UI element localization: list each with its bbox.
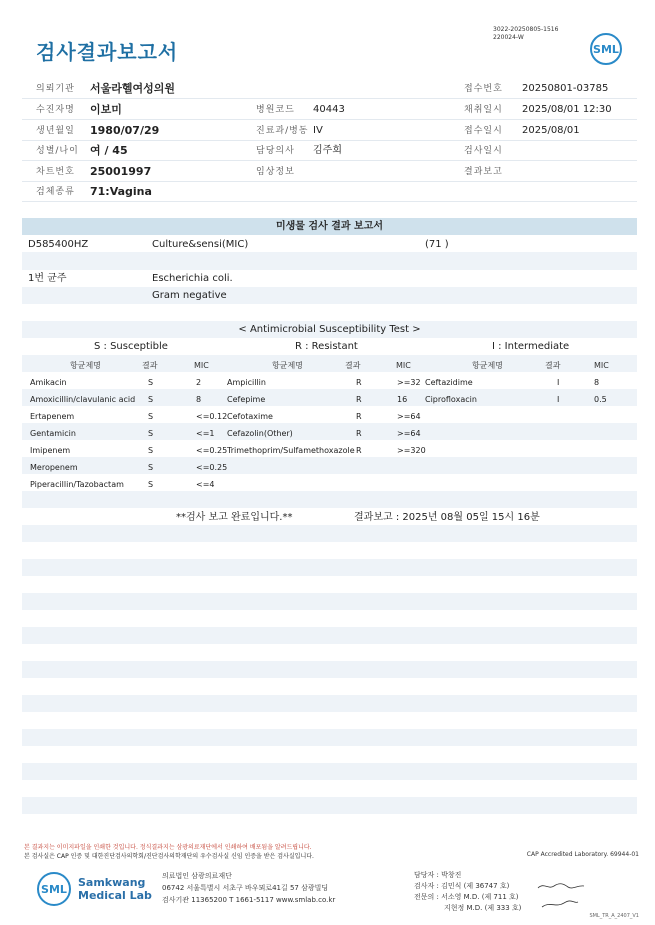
staff-list <box>414 870 521 914</box>
ast-drug-name: Piperacillin/Tazobactam <box>30 480 124 489</box>
ast-drug-name: Ciprofloxacin <box>425 395 477 404</box>
empty-band <box>22 559 637 576</box>
info-row <box>22 79 637 99</box>
ast-drug-name: Cefazolin(Other) <box>227 429 293 438</box>
ast-drug-name: Cefepime <box>227 395 266 404</box>
organism-name: Escherichia coli. <box>152 273 233 284</box>
ast-row-band <box>22 406 637 423</box>
ast-result: S <box>148 446 154 455</box>
blank-band <box>22 304 637 321</box>
ast-drug-name: Imipenem <box>30 446 71 455</box>
empty-band <box>22 729 637 746</box>
ast-result: R <box>356 412 362 421</box>
ast-header-mic: MIC <box>594 361 609 370</box>
cap-accreditation: CAP Accredited Laboratory. 69944-01 <box>526 851 639 858</box>
ast-title: < Antimicrobial Susceptibility Test > <box>238 324 421 335</box>
ast-result: I <box>557 378 560 387</box>
ast-mic: 2 <box>196 378 202 387</box>
info-label: 담당의사 <box>256 146 295 156</box>
info-row <box>22 162 637 182</box>
footer-notice-cap: 본 검사실은 CAP 인증 및 대한진단검사의학회/진단검사의학재단의 우수검사실 신임 인증을 받은 검사실입니다. <box>24 853 314 860</box>
empty-band <box>22 525 637 542</box>
ast-result: S <box>148 463 154 472</box>
micro-section-header <box>22 218 637 235</box>
blank-band <box>22 253 637 270</box>
ast-result: R <box>356 429 362 438</box>
brand-name <box>78 876 152 902</box>
ast-drug-name: Ceftazidime <box>425 378 473 387</box>
info-value: 1980/07/29 <box>90 124 160 137</box>
info-value: 김주희 <box>313 145 342 156</box>
info-label: 차트번호 <box>36 167 75 177</box>
legend-resistant: R : Resistant <box>295 341 358 352</box>
test-count: (71 ) <box>425 239 449 250</box>
ast-drug-name: Amoxicillin/clavulanic acid <box>30 395 136 404</box>
ast-drug-name: Gentamicin <box>30 429 76 438</box>
info-row <box>22 141 637 161</box>
completion-message: **검사 보고 완료입니다.** <box>176 512 293 523</box>
brand-line-1: Samkwang <box>78 876 146 889</box>
ast-mic: 8 <box>196 395 202 404</box>
empty-band <box>22 695 637 712</box>
ast-header-mic: MIC <box>194 361 209 370</box>
ast-result: S <box>148 378 154 387</box>
ast-drug-name: Cefotaxime <box>227 412 273 421</box>
ast-result: S <box>148 395 154 404</box>
staff-specialist-1: 전문의 : 서소영 M.D. (제 711 호) <box>414 893 519 901</box>
ast-mic: 16 <box>397 395 408 404</box>
empty-band <box>22 661 637 678</box>
ast-mic: >=64 <box>397 412 421 421</box>
info-value: 여 / 45 <box>90 144 128 157</box>
document-code-line-1: 3022-20250805-1516 <box>493 26 559 33</box>
info-label: 검사일시 <box>464 146 503 156</box>
footer-notice-image: 본 결과지는 이미지파일을 인쇄한 것입니다. 정식결과지는 삼광의료재단에서 인쇄하여 배포됨을 알려드립니다. <box>24 844 312 851</box>
form-code: SML_TR_A_2407_V1 <box>589 913 639 919</box>
ast-drug-name: Trimethoprim/Sulfamethoxazole <box>227 446 355 455</box>
staff-tester: 검사자 : 김민식 (제 36747 호) <box>414 882 510 890</box>
ast-mic: >=64 <box>397 429 421 438</box>
ast-row-band <box>22 372 637 389</box>
ast-mic: 8 <box>594 378 600 387</box>
organism-label: 1번 균주 <box>28 273 67 284</box>
ast-drug-name: Ertapenem <box>30 412 75 421</box>
gram-row <box>22 287 637 304</box>
ast-mic: >=320 <box>397 446 426 455</box>
info-label: 채취일시 <box>464 105 503 115</box>
ast-title-row <box>22 321 637 338</box>
test-row <box>22 236 637 253</box>
empty-band <box>22 627 637 644</box>
sml-logo: SML <box>590 33 622 65</box>
info-label: 병원코드 <box>256 105 295 115</box>
ast-drug-name: Meropenem <box>30 463 78 472</box>
micro-section-title: 미생물 검사 결과 보고서 <box>275 221 384 232</box>
ast-mic: >=32 <box>397 378 421 387</box>
staff-manager: 담당자 : 박창진 <box>414 871 462 879</box>
ast-mic: <=0.25 <box>196 446 228 455</box>
ast-result: R <box>356 446 362 455</box>
info-label: 접수일시 <box>464 126 503 136</box>
test-name: Culture&sensi(MIC) <box>152 239 249 250</box>
empty-band <box>22 593 637 610</box>
info-row <box>22 121 637 141</box>
gram-stain: Gram negative <box>152 290 227 301</box>
report-datetime: 결과보고 : 2025년 08월 05일 15시 16분 <box>354 512 540 523</box>
ast-header-drug: 항균제명 <box>70 361 101 370</box>
empty-band <box>22 763 637 780</box>
ast-mic: 0.5 <box>594 395 607 404</box>
ast-header-mic: MIC <box>396 361 411 370</box>
ast-drug-name: Ampicillin <box>227 378 266 387</box>
info-label: 접수번호 <box>464 84 503 94</box>
test-code: D585400HZ <box>28 239 89 250</box>
info-value: 2025/08/01 12:30 <box>522 104 612 115</box>
ast-drug-name: Amikacin <box>30 378 67 387</box>
organism-row <box>22 270 637 287</box>
ast-result: R <box>356 378 362 387</box>
info-value: 서울라헬여성의원 <box>90 82 176 95</box>
info-label: 의뢰기관 <box>36 84 75 94</box>
ast-result: S <box>148 412 154 421</box>
brand-line-2: Medical Lab <box>78 889 152 902</box>
info-value: IV <box>313 125 323 136</box>
legend-intermediate: I : Intermediate <box>492 341 570 352</box>
ast-legend-row <box>22 338 637 355</box>
ast-header-drug: 항균제명 <box>272 361 303 370</box>
tester-signature-icon <box>536 880 586 892</box>
lab-contact: 검사기관 11365200 T 1661-5117 www.smlab.co.kr <box>162 896 336 904</box>
info-value: 2025/08/01 <box>522 125 580 136</box>
ast-mic: <=0.25 <box>196 463 228 472</box>
info-row <box>22 182 637 202</box>
info-label: 임상정보 <box>256 167 295 177</box>
info-row <box>22 100 637 120</box>
lab-org: 의료법인 삼광의료재단 <box>162 872 232 880</box>
ast-result: I <box>557 395 560 404</box>
info-value: 이보미 <box>90 103 122 116</box>
info-value: 71:Vagina <box>90 185 152 198</box>
sml-logo-bottom: SML <box>37 872 71 906</box>
legend-susceptible: S : Susceptible <box>94 341 168 352</box>
info-value: 20250801-03785 <box>522 83 609 94</box>
document-code <box>493 26 558 42</box>
ast-result: S <box>148 429 154 438</box>
info-label: 검체종류 <box>36 187 75 197</box>
ast-result: R <box>356 395 362 404</box>
ast-mic: <=0.12 <box>196 412 228 421</box>
ast-row-band <box>22 457 637 474</box>
info-label: 진료과/병동 <box>256 126 309 136</box>
document-code-line-2: 220024-W <box>493 34 524 41</box>
lab-address <box>162 870 335 906</box>
report-title: 검사결과보고서 <box>36 40 179 64</box>
ast-trailing-band <box>22 491 637 508</box>
info-label: 성별/나이 <box>36 146 79 156</box>
lab-street: 06742 서울특별시 서초구 바우뫼로41길 57 삼광빌딩 <box>162 884 329 892</box>
info-label: 수진자명 <box>36 105 75 115</box>
info-label: 생년월일 <box>36 126 75 136</box>
ast-mic: <=4 <box>196 480 215 489</box>
ast-mic: <=1 <box>196 429 215 438</box>
info-label: 결과보고 <box>464 167 503 177</box>
ast-header-result: 결과 <box>545 361 561 370</box>
ast-header-result: 결과 <box>345 361 361 370</box>
info-value: 25001997 <box>90 165 152 178</box>
ast-result: S <box>148 480 154 489</box>
ast-header-result: 결과 <box>142 361 158 370</box>
specialist-signature-icon <box>540 898 580 910</box>
empty-band <box>22 797 637 814</box>
ast-header-drug: 항균제명 <box>472 361 503 370</box>
info-value: 40443 <box>313 104 345 115</box>
ast-row-band <box>22 423 637 440</box>
staff-specialist-2: 지현정 M.D. (제 333 호) <box>444 904 522 912</box>
